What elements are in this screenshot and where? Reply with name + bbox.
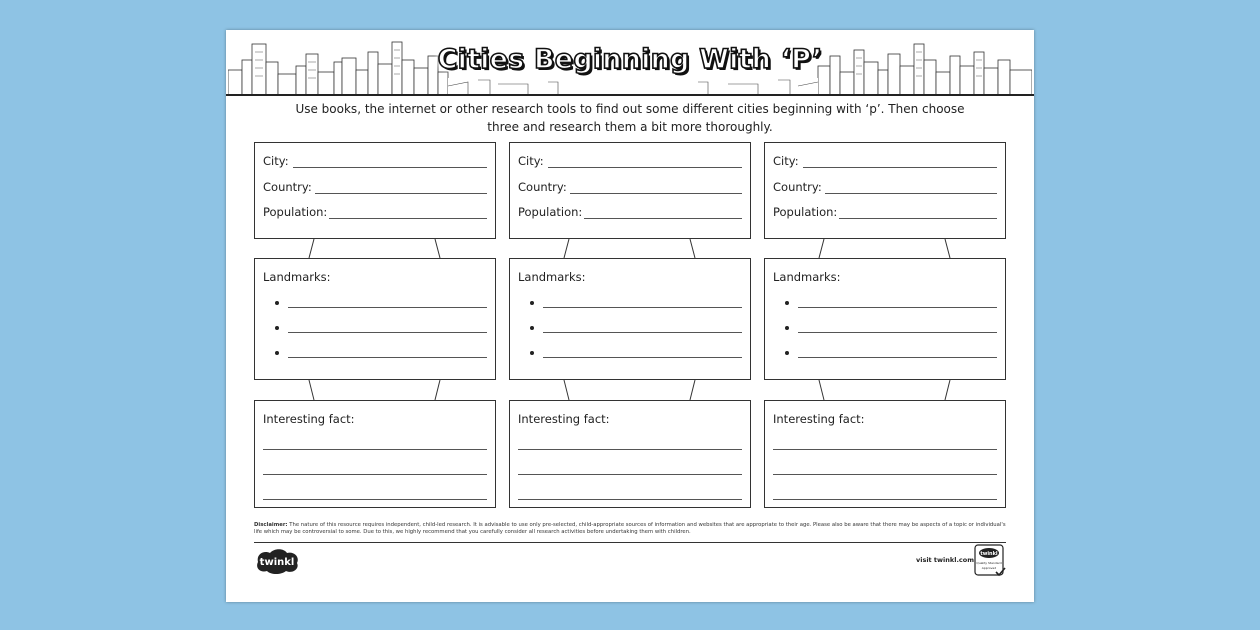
fact-answer-line[interactable] — [263, 474, 487, 475]
fact-answer-line[interactable] — [263, 499, 487, 500]
fact-label: Interesting fact: — [773, 412, 865, 426]
city-answer-line[interactable] — [548, 167, 742, 168]
landmark-answer-line[interactable] — [288, 357, 487, 358]
city-details-box — [764, 142, 1006, 239]
landmark-answer-line[interactable] — [288, 332, 487, 333]
interesting-fact-box — [254, 400, 496, 508]
city-details-box — [254, 142, 496, 239]
banner-divider — [226, 94, 1034, 96]
landmarks-label: Landmarks: — [773, 270, 841, 284]
landmark-answer-line[interactable] — [798, 307, 997, 308]
population-answer-line[interactable] — [329, 218, 487, 219]
badge-logo-text: twinkl — [980, 551, 998, 557]
country-label: Country: — [773, 180, 822, 194]
population-label: Population: — [518, 205, 583, 219]
bullet-icon — [530, 326, 534, 330]
bullet-icon — [275, 301, 279, 305]
quality-badge-icon — [974, 544, 1006, 578]
city-column-3 — [764, 142, 1006, 508]
instructions — [286, 100, 974, 136]
disclaimer-label: Disclaimer: — [254, 522, 288, 528]
worksheet-title: Cities Beginning With ‘P’ — [437, 44, 823, 75]
fact-answer-line[interactable] — [263, 449, 487, 450]
fact-answer-line[interactable] — [773, 474, 997, 475]
landmark-answer-line[interactable] — [288, 307, 487, 308]
footer-divider — [254, 542, 1006, 543]
country-answer-line[interactable] — [570, 193, 742, 194]
bullet-icon — [275, 326, 279, 330]
city-answer-line[interactable] — [803, 167, 997, 168]
city-label: City: — [773, 154, 799, 168]
landmark-answer-line[interactable] — [543, 307, 742, 308]
instructions-line-2: three and research them a bit more thoroughly. — [487, 120, 773, 134]
bullet-icon — [530, 301, 534, 305]
fact-answer-line[interactable] — [773, 499, 997, 500]
fact-answer-line[interactable] — [773, 449, 997, 450]
city-column-2 — [509, 142, 751, 508]
landmarks-box — [509, 258, 751, 380]
interesting-fact-box — [764, 400, 1006, 508]
quality-badge — [974, 544, 1006, 578]
bullet-icon — [785, 351, 789, 355]
landmarks-box — [764, 258, 1006, 380]
country-answer-line[interactable] — [315, 193, 487, 194]
country-answer-line[interactable] — [825, 193, 997, 194]
country-label: Country: — [518, 180, 567, 194]
connector-1 — [254, 239, 496, 258]
city-label: City: — [518, 154, 544, 168]
twinkl-logo — [254, 548, 300, 574]
visit-link[interactable]: visit twinkl.com — [916, 556, 975, 564]
bullet-icon — [275, 351, 279, 355]
city-label: City: — [263, 154, 289, 168]
worksheet-page — [226, 30, 1034, 602]
bullet-icon — [530, 351, 534, 355]
bullet-icon — [785, 326, 789, 330]
population-label: Population: — [263, 205, 328, 219]
interesting-fact-box — [509, 400, 751, 508]
landmark-answer-line[interactable] — [798, 332, 997, 333]
disclaimer — [254, 522, 1006, 536]
connector-2 — [764, 380, 1006, 400]
connector-2 — [254, 380, 496, 400]
disclaimer-text: The nature of this resource requires independent, child-led research. It is advisable to use only pre-selected, child-appropriate sources of information and websites that are appropriate to their age. Please also be aware that there may be aspects of a topic or individual's life which may be controversial to some. Due to this, we highly recommend that you carefully consider all research activities before undertaking them with children. — [254, 522, 1006, 535]
twinkl-logo-mark — [254, 548, 300, 574]
city-answer-line[interactable] — [293, 167, 487, 168]
fact-answer-line[interactable] — [518, 474, 742, 475]
landmark-answer-line[interactable] — [543, 357, 742, 358]
instructions-line-1: Use books, the internet or other research tools to find out some different cities beginning with ‘p’. Then choose — [295, 102, 965, 116]
fact-answer-line[interactable] — [518, 449, 742, 450]
connector-1 — [764, 239, 1006, 258]
city-details-box — [509, 142, 751, 239]
country-label: Country: — [263, 180, 312, 194]
landmarks-label: Landmarks: — [263, 270, 331, 284]
fact-label: Interesting fact: — [263, 412, 355, 426]
landmarks-label: Landmarks: — [518, 270, 586, 284]
bullet-icon — [785, 301, 789, 305]
population-answer-line[interactable] — [584, 218, 742, 219]
landmark-answer-line[interactable] — [543, 332, 742, 333]
connector-2 — [509, 380, 751, 400]
skyline-banner — [228, 32, 1032, 96]
badge-line-2: Approved — [981, 566, 997, 570]
population-answer-line[interactable] — [839, 218, 997, 219]
population-label: Population: — [773, 205, 838, 219]
fact-answer-line[interactable] — [518, 499, 742, 500]
fact-label: Interesting fact: — [518, 412, 610, 426]
city-column-1 — [254, 142, 496, 508]
landmark-answer-line[interactable] — [798, 357, 997, 358]
twinkl-logo-text: twinkl — [259, 557, 295, 568]
badge-line-1: Quality Standard — [976, 561, 1002, 565]
connector-1 — [509, 239, 751, 258]
landmarks-box — [254, 258, 496, 380]
